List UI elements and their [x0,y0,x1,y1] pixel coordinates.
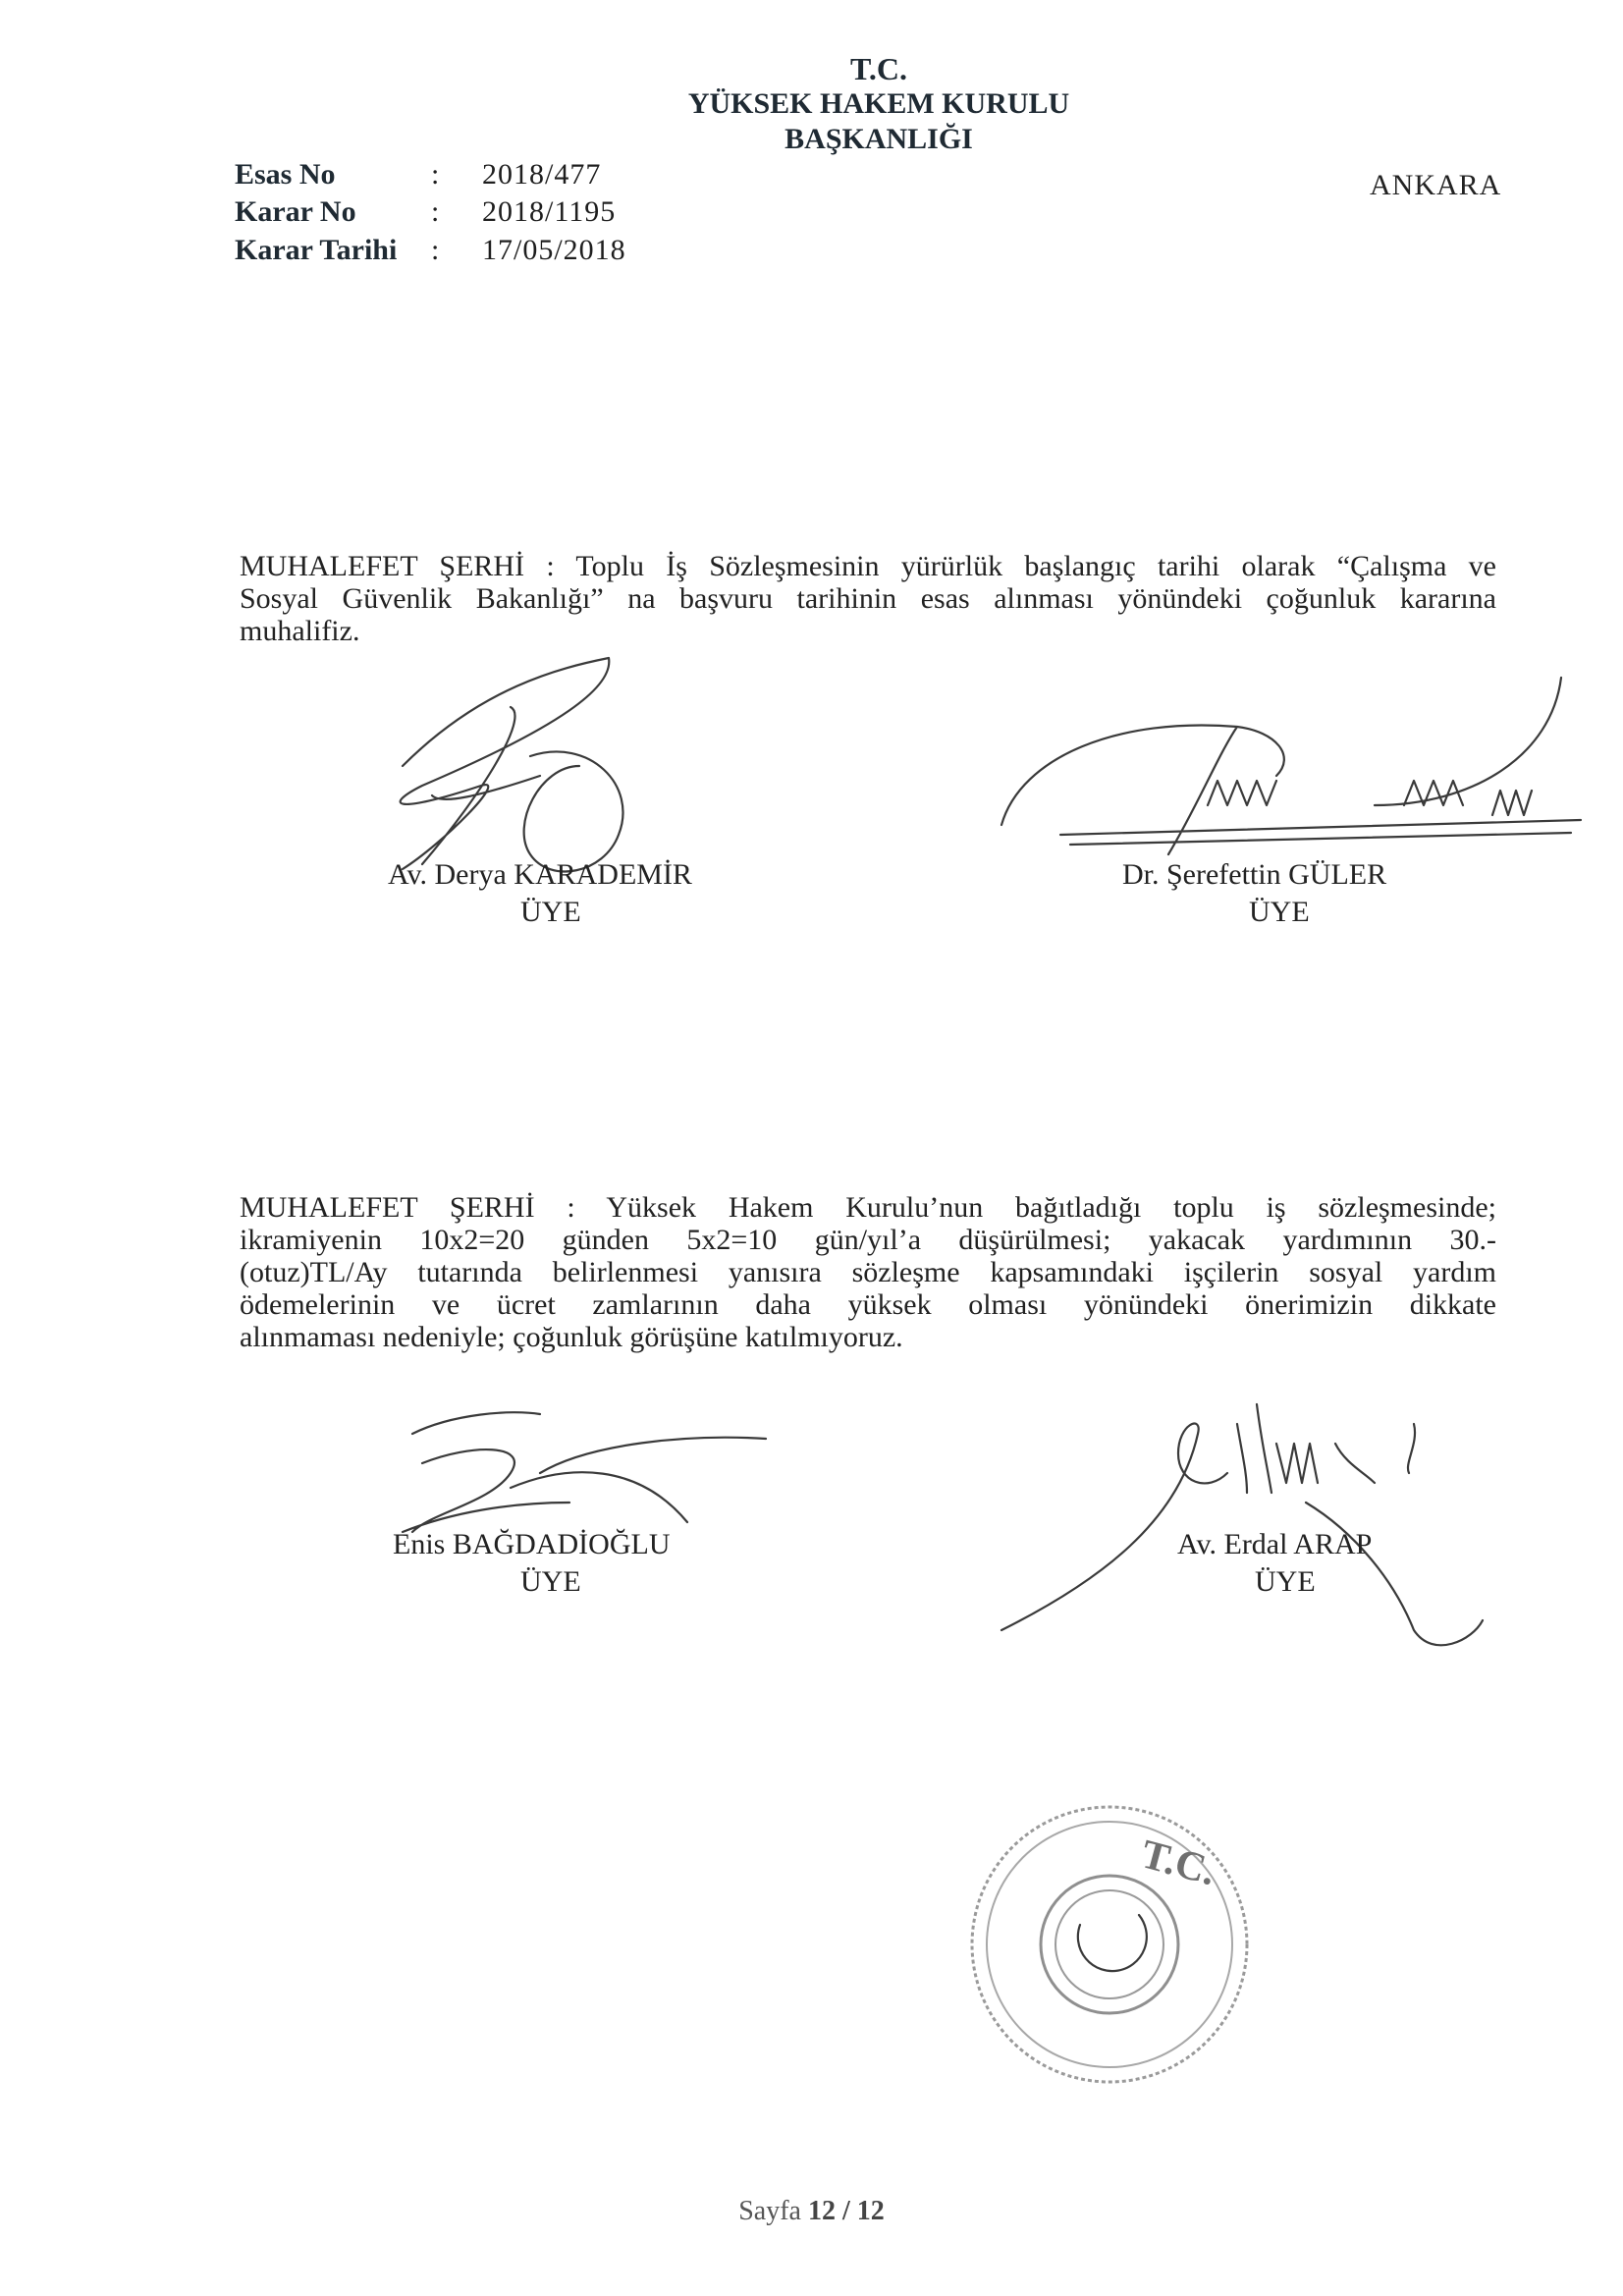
dissent-paragraph-2 [240,1191,1496,1353]
signer-role: ÜYE [1255,1565,1316,1598]
meta-label: Esas No [235,158,336,191]
paragraph-line: (otuz)TL/Ay tutarında belirlenmesi yanısıra sözleşme kapsamındaki işçilerin sosyal yardım [240,1256,1496,1288]
seal-text: T.C. [1136,1831,1220,1895]
signer-name: Dr. Şerefettin GÜLER [1122,858,1387,891]
signer-name: Av. Erdal ARAP [1177,1528,1373,1560]
official-seal [962,1797,1257,2092]
signer-name: Enis BAĞDADİOĞLU [393,1528,671,1560]
meta-colon: : [431,234,440,266]
meta-label: Karar Tarihi [235,234,398,266]
paragraph-line: MUHALEFET ŞERHİ : Toplu İş Sözleşmesinin yürürlük başlangıç tarihi olarak “Çalışma ve [240,550,1496,582]
page-separator: / [841,2196,850,2226]
paragraph-line: Sosyal Güvenlik Bakanlığı” na başvuru tarihinin esas alınması yönündeki çoğunluk kararına [240,582,1496,615]
paragraph-line: MUHALEFET ŞERHİ : Yüksek Hakem Kurulu’nun bağıtladığı toplu iş sözleşmesinde; [240,1191,1496,1224]
signer-role: ÜYE [520,896,581,928]
meta-value: 17/05/2018 [482,234,626,266]
paragraph-line: ödemelerinin ve ücret zamlarının daha yüksek olması yönündeki önerimizin dikkate [240,1288,1496,1321]
paragraph-line: alınmaması nedeniyle; çoğunluk görüşüne katılmıyoruz. [240,1321,903,1353]
signature-guler [982,658,1591,854]
page-footer [0,2196,1623,2227]
meta-colon: : [431,158,440,191]
page-total: 12 [856,2196,885,2226]
page-current: 12 [807,2196,836,2226]
meta-value: 2018/477 [482,158,602,191]
signer-name: Av. Derya KARADEMİR [388,858,692,891]
page-label: Sayfa [738,2196,801,2226]
header-tc: T.C. [849,51,908,86]
signature-arap [982,1385,1492,1669]
signer-role: ÜYE [520,1565,581,1598]
dissent-paragraph-1 [240,550,1496,647]
signer-role: ÜYE [1249,896,1310,928]
meta-value: 2018/1195 [482,195,617,228]
paragraph-line: ikramiyenin 10x2=20 günden 5x2=10 gün/yıl’a düşürülmesi; yakacak yardımının 30.- [240,1224,1496,1256]
paragraph-line: muhalifiz. [240,615,360,647]
header-presidency: BAŞKANLIĞI [784,123,973,155]
meta-colon: : [431,195,440,228]
header-institution: YÜKSEK HAKEM KURULU [687,87,1070,120]
header-city: ANKARA [1370,169,1502,201]
meta-label: Karar No [235,195,356,228]
